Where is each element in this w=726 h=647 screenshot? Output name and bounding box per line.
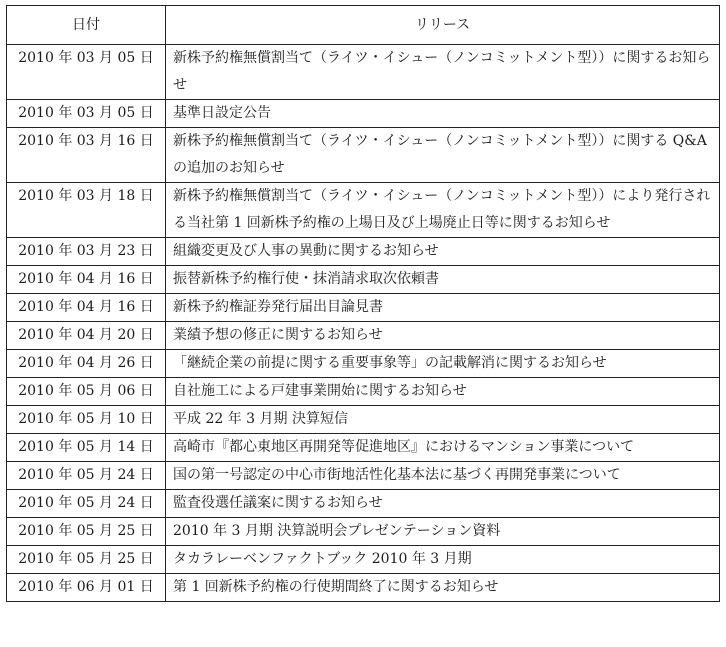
release-date: 2010 年 03 月 18 日: [7, 183, 166, 238]
release-title: 振替新株予約権行使・抹消請求取次依頼書: [166, 266, 720, 294]
header-release: リリース: [166, 6, 720, 45]
release-title: 新株予約権無償割当て（ライツ・イシュー（ノンコミットメント型））に関するお知らせ: [166, 45, 720, 100]
table-row: [7, 45, 720, 100]
table-row: [7, 518, 720, 546]
release-title: 業績予想の修正に関するお知らせ: [166, 322, 720, 350]
release-title: 自社施工による戸建事業開始に関するお知らせ: [166, 378, 720, 406]
release-title: 基準日設定公告: [166, 100, 720, 128]
table-row: [7, 128, 720, 183]
release-title: 組織変更及び人事の異動に関するお知らせ: [166, 238, 720, 266]
table-row: [7, 546, 720, 574]
release-date: 2010 年 03 月 23 日: [7, 238, 166, 266]
release-date: 2010 年 05 月 06 日: [7, 378, 166, 406]
release-title: 高崎市『都心東地区再開発等促進地区』におけるマンション事業について: [166, 434, 720, 462]
table-row: [7, 350, 720, 378]
release-title: 2010 年 3 月期 決算説明会プレゼンテーション資料: [166, 518, 720, 546]
table-row: [7, 100, 720, 128]
release-title: 新株予約権無償割当て（ライツ・イシュー（ノンコミットメント型））に関する Q&A の追加のお知らせ: [166, 128, 720, 183]
table-row: [7, 266, 720, 294]
release-title: 新株予約権無償割当て（ライツ・イシュー（ノンコミットメント型））により発行される当社第 1 回新株予約権の上場日及び上場廃止日等に関するお知らせ: [166, 183, 720, 238]
release-date: 2010 年 04 月 26 日: [7, 350, 166, 378]
release-date: 2010 年 03 月 05 日: [7, 45, 166, 100]
header-row: [7, 6, 720, 45]
release-date: 2010 年 05 月 24 日: [7, 490, 166, 518]
release-title: 国の第一号認定の中心市街地活性化基本法に基づく再開発事業について: [166, 462, 720, 490]
release-date: 2010 年 06 月 01 日: [7, 574, 166, 602]
release-date: 2010 年 04 月 16 日: [7, 266, 166, 294]
table-row: [7, 183, 720, 238]
table-row: [7, 294, 720, 322]
table-row: [7, 434, 720, 462]
release-date: 2010 年 04 月 16 日: [7, 294, 166, 322]
release-table: [6, 5, 720, 602]
release-date: 2010 年 05 月 14 日: [7, 434, 166, 462]
release-title: 第 1 回新株予約権の行使期間終了に関するお知らせ: [166, 574, 720, 602]
release-title: 監査役選任議案に関するお知らせ: [166, 490, 720, 518]
release-title: 新株予約権証券発行届出目論見書: [166, 294, 720, 322]
release-date: 2010 年 05 月 10 日: [7, 406, 166, 434]
table-row: [7, 406, 720, 434]
release-date: 2010 年 03 月 16 日: [7, 128, 166, 183]
table-row: [7, 574, 720, 602]
release-date: 2010 年 05 月 24 日: [7, 462, 166, 490]
release-title: 「継続企業の前提に関する重要事象等」の記載解消に関するお知らせ: [166, 350, 720, 378]
release-body: [7, 45, 720, 602]
release-date: 2010 年 05 月 25 日: [7, 546, 166, 574]
table-row: [7, 378, 720, 406]
release-date: 2010 年 05 月 25 日: [7, 518, 166, 546]
table-row: [7, 322, 720, 350]
table-row: [7, 238, 720, 266]
release-title: 平成 22 年 3 月期 決算短信: [166, 406, 720, 434]
release-date: 2010 年 04 月 20 日: [7, 322, 166, 350]
table-row: [7, 462, 720, 490]
table-row: [7, 490, 720, 518]
release-title: タカラレーベンファクトブック 2010 年 3 月期: [166, 546, 720, 574]
header-date: 日付: [7, 6, 166, 45]
release-date: 2010 年 03 月 05 日: [7, 100, 166, 128]
